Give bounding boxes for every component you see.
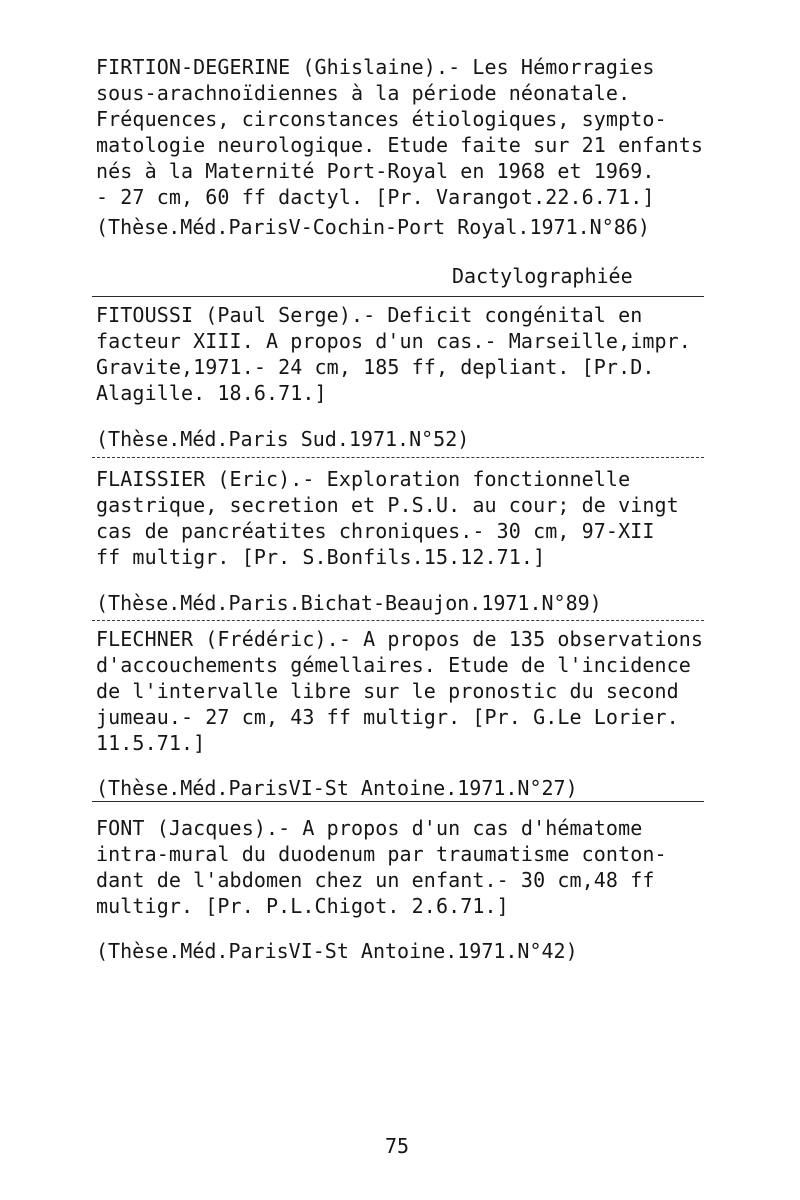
entry-flaissier bbox=[96, 466, 716, 570]
divider bbox=[92, 801, 704, 802]
entry-line: Alagille. 18.6.71.] bbox=[96, 381, 327, 405]
entry-font bbox=[96, 815, 716, 919]
entry-line: dant de l'abdomen chez un enfant.- 30 cm,48 ff bbox=[96, 868, 655, 892]
entry-line: FIRTION-DEGERINE (Ghislaine).- Les Hémorragies bbox=[96, 55, 655, 79]
divider bbox=[92, 620, 704, 621]
thesis-reference: (Thèse.Méd.Paris.Bichat-Beaujon.1971.N°89) bbox=[96, 591, 602, 615]
entry-line: - 27 cm, 60 ff dactyl. [Pr. Varangot.22.6.71.] bbox=[96, 185, 655, 209]
format-note: Dactylographiée bbox=[452, 264, 633, 288]
entry-line: 11.5.71.] bbox=[96, 731, 206, 755]
entry-line: intra-mural du duodenum par traumatisme conton- bbox=[96, 842, 667, 866]
entry-line: FONT (Jacques).- A propos d'un cas d'hématome bbox=[96, 816, 643, 840]
entry-line: FLAISSIER (Eric).- Exploration fonctionnelle bbox=[96, 467, 631, 491]
entry-line: cas de pancréatites chroniques.- 30 cm, 97-XII bbox=[96, 519, 655, 543]
entry-line: facteur XIII. A propos d'un cas.- Marseille,impr. bbox=[96, 329, 691, 353]
divider bbox=[92, 296, 704, 297]
entry-line: FLECHNER (Frédéric).- A propos de 135 observations bbox=[96, 627, 704, 651]
entry-line: ff multigr. [Pr. S.Bonfils.15.12.71.] bbox=[96, 545, 546, 569]
thesis-reference: (Thèse.Méd.ParisVI-St Antoine.1971.N°42) bbox=[96, 939, 578, 963]
entry-line: Fréquences, circonstances étiologiques, sympto- bbox=[96, 107, 667, 131]
thesis-reference: (Thèse.Méd.ParisVI-St Antoine.1971.N°27) bbox=[96, 776, 578, 800]
entry-line: sous-arachnoïdiennes à la période néonatale. bbox=[96, 81, 631, 105]
divider bbox=[92, 457, 704, 458]
entry-firtion-degerine bbox=[96, 54, 716, 210]
entry-line: FITOUSSI (Paul Serge).- Deficit congénital en bbox=[96, 303, 643, 327]
entry-line: gastrique, secretion et P.S.U. au cour; de vingt bbox=[96, 493, 679, 517]
entry-line: multigr. [Pr. P.L.Chigot. 2.6.71.] bbox=[96, 894, 509, 918]
entry-fitoussi bbox=[96, 302, 716, 406]
entry-line: nés à la Maternité Port-Royal en 1968 et 1969. bbox=[96, 159, 655, 183]
thesis-reference: (Thèse.Méd.Paris Sud.1971.N°52) bbox=[96, 427, 470, 451]
entry-line: d'accouchements gémellaires. Etude de l'incidence bbox=[96, 653, 691, 677]
entry-line: Gravite,1971.- 24 cm, 185 ff, depliant. [Pr.D. bbox=[96, 355, 655, 379]
page-number: 75 bbox=[385, 1134, 410, 1158]
entry-line: jumeau.- 27 cm, 43 ff multigr. [Pr. G.Le Lorier. bbox=[96, 705, 679, 729]
entry-line: de l'intervalle libre sur le pronostic du second bbox=[96, 679, 679, 703]
entry-flechner bbox=[96, 626, 716, 756]
thesis-reference: (Thèse.Méd.ParisV-Cochin-Port Royal.1971.N°86) bbox=[96, 215, 650, 239]
bleed-through bbox=[120, 250, 131, 274]
entry-line: matologie neurologique. Etude faite sur 21 enfants bbox=[96, 133, 704, 157]
